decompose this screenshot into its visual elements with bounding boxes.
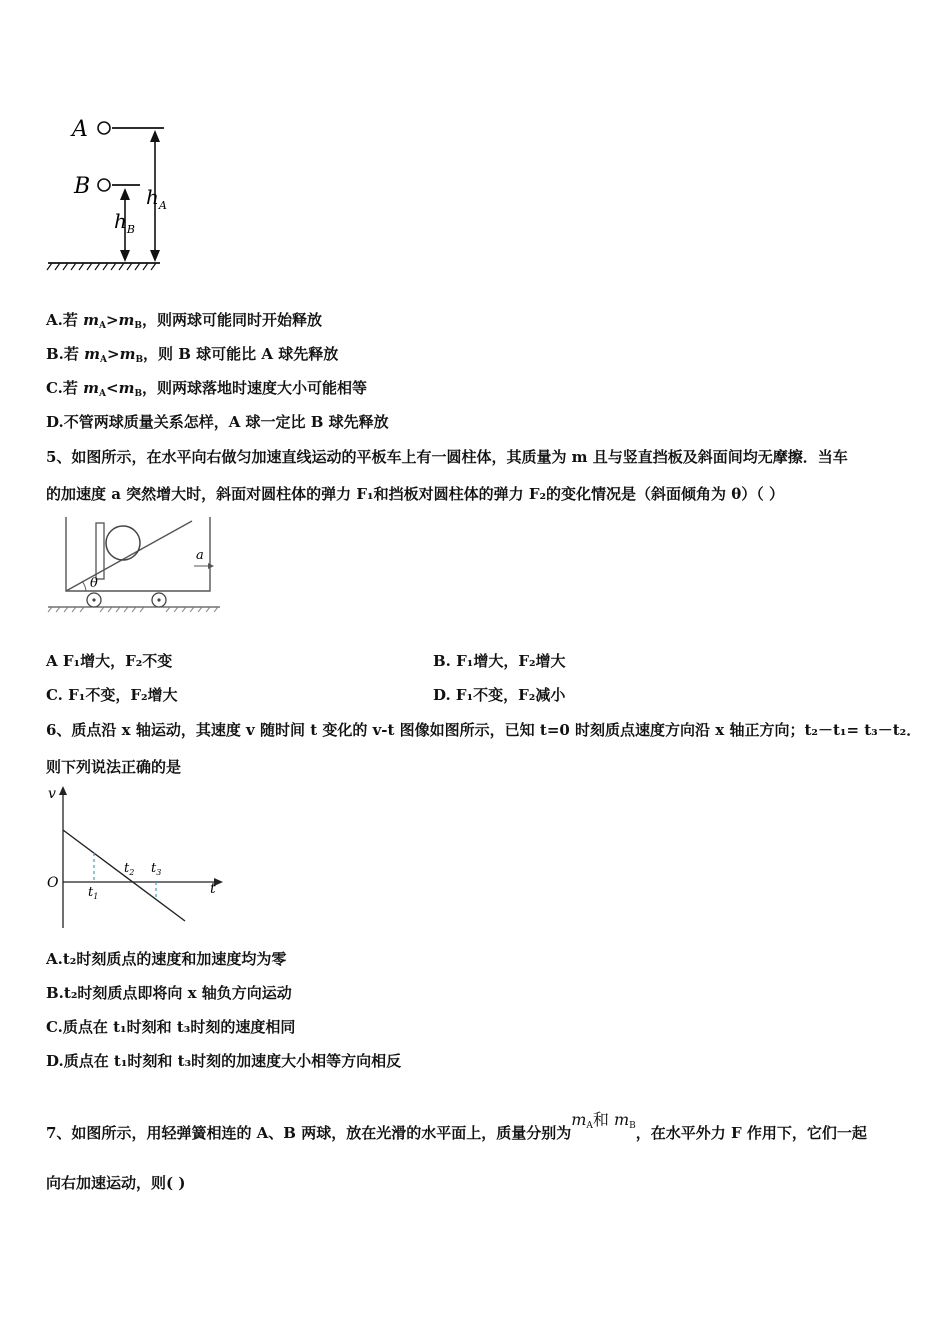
cylinder — [106, 526, 140, 560]
q7-mass-expression: $m_A$和 $m_B$ — [571, 1110, 636, 1131]
q7-stem-line1: 7、如图所示，用轻弹簧相连的 A、B 两球，放在光滑的水平面上，质量分别为$m_A$和 $m_B$，在水平外力 F 作用下，它们一起 — [46, 1110, 867, 1142]
q5-option-d[interactable]: D. F₁不变，F₂减小 — [433, 686, 566, 704]
acceleration-label: a — [196, 548, 204, 563]
q5-stem-line1: 5、如图所示，在水平向右做匀加速直线运动的平板车上有一圆柱体，其质量为 m 且与竖直挡板及斜面间均无摩擦．当车 — [46, 448, 848, 466]
q4-option-c[interactable]: C.若 $m_A<m_B$，则两球落地时速度大小可能相等 — [46, 379, 368, 399]
q5-stem-line2: 的加速度 a 突然增大时，斜面对圆柱体的弹力 F₁和挡板对圆柱体的弹力 F₂的变化情况是（斜面倾角为 θ）（ ） — [46, 485, 785, 503]
q4-option-a[interactable]: A.若 $m_A>m_B$，则两球可能同时开始释放 — [46, 311, 323, 331]
q5-option-c[interactable]: C. F₁不变，F₂增大 — [46, 686, 178, 704]
label-a: A — [72, 117, 88, 142]
q6-option-c[interactable]: C.质点在 t₁时刻和 t₃时刻的速度相同 — [46, 1018, 296, 1036]
origin-label: O — [47, 875, 59, 891]
q6-stem-line1: 6、质点沿 x 轴运动，其速度 v 随时间 t 变化的 v-t 图像如图所示，已知 t=0 时刻质点速度方向沿 x 轴正方向；t₂－t₁= t₃－t₂． — [46, 721, 922, 739]
t3-label: $t_3$ — [151, 861, 162, 877]
v-axis-label: v — [48, 786, 56, 802]
q6-stem-line2: 则下列说法正确的是 — [46, 758, 182, 776]
heights-figure — [40, 110, 190, 280]
q6-option-b[interactable]: B.t₂时刻质点即将向 x 轴负方向运动 — [46, 984, 292, 1002]
q5-option-b[interactable]: B. F₁增大，F₂增大 — [433, 652, 566, 670]
q7-stem-line2: 向右加速运动，则( ) — [46, 1174, 186, 1192]
t-axis-label: t — [210, 881, 216, 897]
ball-b — [98, 179, 110, 191]
t1-label: $t_1$ — [88, 885, 99, 901]
t2-label: $t_2$ — [124, 861, 135, 877]
h-a-label: $h_A$ — [146, 185, 167, 212]
q6-option-a[interactable]: A.t₂时刻质点的速度和加速度均为零 — [46, 950, 287, 968]
cart-figure — [44, 515, 224, 615]
label-b: B — [74, 174, 91, 199]
theta-label: θ — [90, 576, 98, 591]
q5-option-a[interactable]: A F₁增大，F₂不变 — [46, 652, 173, 670]
q6-option-d[interactable]: D.质点在 t₁时刻和 t₃时刻的加速度大小相等方向相反 — [46, 1052, 402, 1070]
h-b-label: $h_B$ — [114, 209, 135, 236]
vt-graph — [42, 783, 232, 933]
ball-a — [98, 122, 110, 134]
q4-option-b[interactable]: B.若 $m_A>m_B$，则 B 球可能比 A 球先释放 — [46, 345, 339, 365]
q4-option-d[interactable]: D.不管两球质量关系怎样，A 球一定比 B 球先释放 — [46, 413, 389, 431]
